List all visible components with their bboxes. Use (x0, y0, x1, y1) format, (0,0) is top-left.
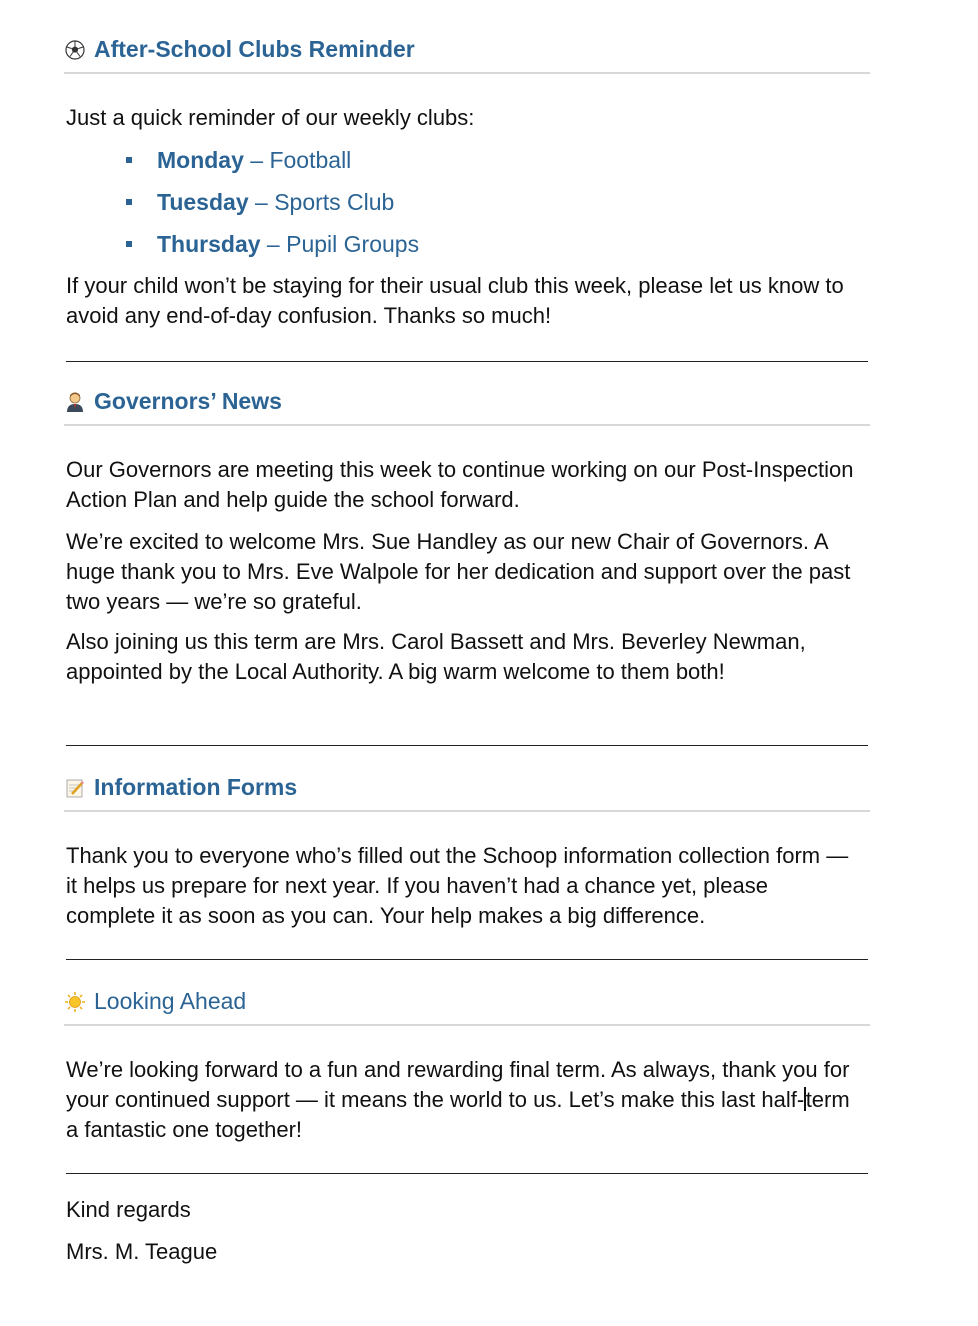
memo-icon (64, 777, 86, 799)
ahead-paragraph[interactable] (66, 1055, 856, 1145)
signoff-closing: Kind regards (66, 1197, 191, 1222)
person-icon (64, 391, 86, 413)
ahead-heading-text: Looking Ahead (94, 988, 247, 1014)
clubs-list (66, 139, 419, 265)
clubs-intro: Just a quick reminder of our weekly clubs: (66, 105, 475, 130)
forms-paragraph: Thank you to everyone who’s filled out the Schoop information collection form — it helps us prepare for next year. If you haven’t had a chance yet, please complete it as soon as you can. Your help makes a big difference. (66, 843, 849, 928)
ahead-heading (64, 988, 870, 1026)
bullet-icon (126, 157, 132, 163)
governors-paragraph: Also joining us this term are Mrs. Carol Bassett and Mrs. Beverley Newman, appointed by the Local Authority. A big warm welcome to them both! (66, 629, 806, 684)
clubs-heading-text: After-School Clubs Reminder (94, 36, 415, 62)
governors-section (66, 388, 870, 426)
clubs-note: If your child won’t be staying for their usual club this week, please let us know to avoid any end-of-day confusion. Thanks so much! (66, 273, 844, 328)
bullet-icon (126, 199, 132, 205)
list-item (66, 223, 419, 265)
ahead-section (66, 988, 870, 1026)
forms-heading (64, 774, 870, 812)
ahead-text-end: term a fantastic one together! (66, 1087, 850, 1142)
governors-heading (64, 388, 870, 426)
forms-section (66, 774, 870, 812)
club-day: Tuesday (157, 188, 249, 215)
sun-icon (64, 991, 86, 1013)
governors-heading-text: Governors’ News (94, 388, 282, 414)
clubs-section (66, 36, 870, 74)
forms-heading-text: Information Forms (94, 774, 298, 800)
club-activity: Pupil Groups (286, 230, 420, 257)
club-day: Monday (157, 146, 244, 173)
governors-paragraph: We’re excited to welcome Mrs. Sue Handley as our new Chair of Governors. A huge thank you to Mrs. Eve Walpole for her dedication and support over the past two years — we’re so grateful. (66, 529, 851, 614)
list-item (66, 181, 419, 223)
club-activity: Football (269, 146, 352, 173)
ahead-text-start: We’re looking forward to a fun and rewarding final term. As always, thank you for your continued support — it means the world to us. Let’s make this last half- (66, 1057, 850, 1112)
section-divider (66, 1173, 868, 1174)
club-separator: – (260, 230, 287, 257)
clubs-heading (64, 36, 870, 74)
club-activity: Sports Club (274, 188, 395, 215)
section-divider (66, 959, 868, 960)
bullet-icon (126, 241, 132, 247)
signoff-name: Mrs. M. Teague (66, 1239, 218, 1264)
section-divider (66, 361, 868, 362)
section-divider (66, 745, 868, 746)
club-separator: – (248, 188, 275, 215)
list-item (66, 139, 419, 181)
club-day: Thursday (157, 230, 261, 257)
governors-paragraph: Our Governors are meeting this week to continue working on our Post-Inspection Action Plan and help guide the school forward. (66, 457, 854, 512)
soccer-ball-icon (64, 39, 86, 61)
club-separator: – (243, 146, 270, 173)
